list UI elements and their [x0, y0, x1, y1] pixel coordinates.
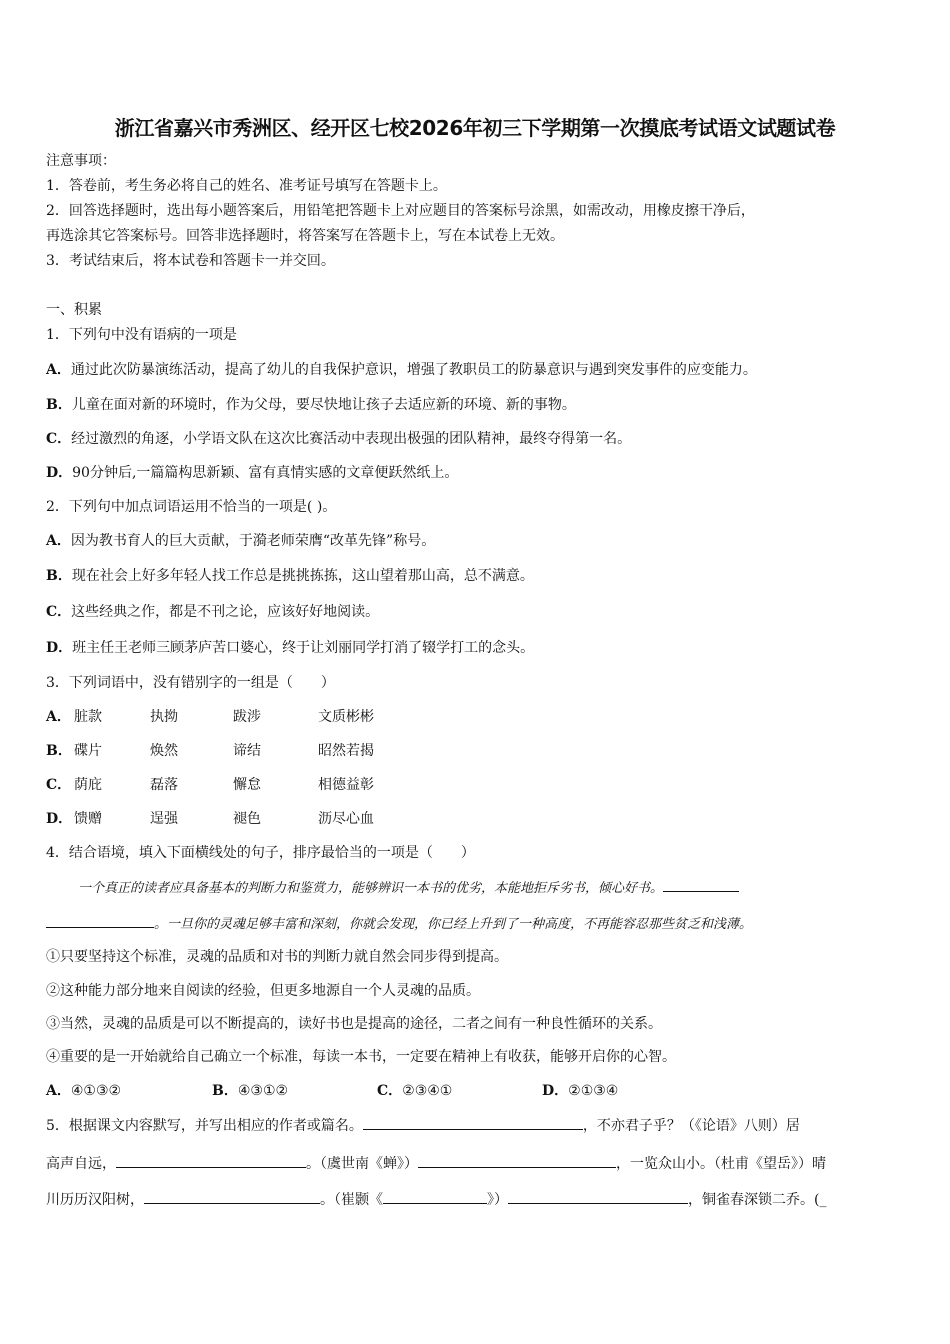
question-2-stem: 2．下列句中加点词语运用不恰当的一项是( )。: [46, 499, 337, 515]
q5-text: ，不亦君子乎？（《论语》八则）居: [582, 1118, 800, 1134]
q4-passage: [78, 877, 739, 899]
option-label: A．: [46, 1083, 71, 1099]
q3-row-label: C．: [46, 777, 72, 793]
q3-word: 文质彬彬: [318, 709, 374, 725]
q3-word: 焕然: [150, 743, 178, 759]
q4-option-c: [377, 1081, 452, 1101]
q1-option-a: [46, 360, 757, 380]
notice-item: 3．考试结束后，将本试卷和答题卡一并交回。: [46, 253, 335, 269]
question-4-stem: 4．结合语境，填入下面横线处的句子，排序最恰当的一项是（ ）: [46, 845, 475, 861]
q3-word: 相德益彰: [318, 777, 374, 793]
option-text: ④①③②: [70, 1083, 122, 1099]
option-label: B．: [212, 1083, 238, 1099]
q3-word: 昭然若揭: [318, 743, 374, 759]
q3-word: 执拗: [150, 709, 178, 725]
option-label: A．: [46, 533, 71, 549]
q3-word: 谛结: [233, 743, 261, 759]
question-3-stem: 3．下列词语中，没有错别字的一组是（ ）: [46, 675, 335, 691]
option-text: 这些经典之作，都是不刊之论，应该好好地阅读。: [71, 604, 380, 620]
q4-option-d: [542, 1081, 618, 1101]
option-text: 儿童在面对新的环境时，作为父母，要尽快地让孩子去适应新的环境、新的事物。: [71, 397, 576, 413]
answer-blank[interactable]: [508, 1189, 688, 1204]
q2-option-d: [46, 638, 534, 658]
q4-option-b: [212, 1081, 288, 1101]
option-text: 90分钟后,一篇篇构思新颖、富有真情实感的文章便跃然纸上。: [72, 465, 459, 481]
option-text: ④③①②: [237, 1083, 289, 1099]
notice-item: 再选涂其它答案标号。回答非选择题时，将答案写在答题卡上，写在本试卷上无效。: [46, 228, 564, 244]
q3-word: 馈赠: [74, 811, 102, 827]
option-text: 通过此次防暴演练活动，提高了幼儿的自我保护意识，增强了教职员工的防暴意识与遇到突发事件的应变能力。: [70, 362, 757, 378]
question-5-line: [46, 1115, 800, 1136]
q4-sentence: ④重要的是一开始就给自己确立一个标准，每读一本书，一定要在精神上有收获，能够开启你的心智。: [46, 1049, 676, 1065]
notice-item: 2．回答选择题时，选出每小题答案后，用铅笔把答题卡上对应题目的答案标号涂黑，如需改动，用橡皮擦干净后，: [46, 203, 755, 219]
q3-row-label: A．: [46, 709, 71, 725]
q4-sentence: ①只要坚持这个标准，灵魂的品质和对书的判断力就自然会同步得到提高。: [46, 949, 508, 965]
q5-text: 川历历汉阳树，: [46, 1192, 144, 1208]
q3-row-label: D．: [46, 811, 73, 827]
answer-blank[interactable]: [383, 1189, 487, 1204]
section-heading: 一、积累: [46, 302, 102, 318]
q5-text: ，一览众山小。（杜甫《望岳》）晴: [616, 1156, 826, 1172]
q5-text: _: [819, 1192, 827, 1208]
answer-blank[interactable]: [663, 877, 739, 892]
notice-heading: 注意事项：: [46, 153, 116, 169]
q3-word: 磊落: [150, 777, 178, 793]
q3-word: 跋涉: [233, 709, 261, 725]
option-text: 因为教书育人的巨大贡献，于漪老师荣膺“改革先锋”称号。: [70, 533, 436, 549]
option-label: C．: [377, 1083, 403, 1099]
q5-text: ，铜雀春深锁二乔。(: [688, 1192, 820, 1208]
q3-row-label: B．: [46, 743, 72, 759]
question-5-line: [46, 1189, 826, 1210]
notice-item: 1．答卷前，考生务必将自己的姓名、准考证号填写在答题卡上。: [46, 178, 447, 194]
option-label: B．: [46, 568, 72, 584]
q3-word: 荫庇: [74, 777, 102, 793]
q2-option-b: [46, 566, 534, 586]
option-label: D．: [46, 465, 73, 481]
question-5-line: [46, 1153, 826, 1174]
option-label: B．: [46, 397, 72, 413]
page-title: 浙江省嘉兴市秀洲区、经开区七校2026年初三下学期第一次摸底考试语文试题试卷: [114, 116, 836, 140]
q4-option-a: [46, 1081, 121, 1101]
q5-text: 。（崔颢《: [320, 1192, 383, 1208]
option-text: 班主任王老师三顾茅庐苦口婆心，终于让刘丽同学打消了辍学打工的念头。: [72, 640, 535, 656]
question-1-stem: 1．下列句中没有语病的一项是: [46, 327, 237, 343]
q5-text: 高声自远，: [46, 1156, 116, 1172]
option-label: D．: [46, 640, 73, 656]
passage-text: 一个真正的读者应具备基本的判断力和鉴赏力，能够辨识一本书的优劣，本能地拒斥劣书，倾心好书。: [78, 881, 664, 896]
option-text: ②①③④: [568, 1083, 619, 1099]
option-text: 现在社会上好多年轻人找工作总是挑挑拣拣，这山望着那山高，总不满意。: [71, 568, 534, 584]
q3-word: 逞强: [150, 811, 178, 827]
q4-passage: [46, 913, 752, 935]
q3-word: 懈怠: [233, 777, 261, 793]
q3-word: 脏款: [74, 709, 102, 725]
answer-blank[interactable]: [363, 1115, 583, 1130]
option-text: ②③④①: [402, 1083, 453, 1099]
q5-text: 》）: [487, 1192, 508, 1208]
answer-blank[interactable]: [418, 1153, 616, 1168]
q4-sentence: ②这种能力部分地来自阅读的经验，但更多地源自一个人灵魂的品质。: [46, 983, 480, 999]
q4-sentence: ③当然，灵魂的品质是可以不断提高的，读好书也是提高的途径，二者之间有一种良性循环的关系。: [46, 1016, 662, 1032]
q3-word: 碟片: [74, 743, 102, 759]
answer-blank[interactable]: [144, 1189, 320, 1204]
q3-word: 沥尽心血: [318, 811, 374, 827]
q1-option-c: [46, 429, 631, 449]
answer-blank[interactable]: [116, 1153, 306, 1168]
q3-word: 褪色: [233, 811, 261, 827]
passage-text: 。一旦你的灵魂足够丰富和深刻，你就会发现，你已经上升到了一种高度，不再能容忍那些贫乏和浅薄。: [154, 917, 753, 932]
answer-blank[interactable]: [46, 913, 154, 928]
q2-option-a: [46, 531, 435, 551]
q1-option-b: [46, 395, 576, 415]
option-label: C．: [46, 431, 72, 447]
option-label: C．: [46, 604, 72, 620]
q5-text: 。（虞世南《蝉》）: [306, 1156, 418, 1172]
question-5-stem: 5．根据课文内容默写，并写出相应的作者或篇名。: [46, 1118, 363, 1134]
q2-option-c: [46, 602, 379, 622]
option-label: D．: [542, 1083, 569, 1099]
option-text: 经过激烈的角逐，小学语文队在这次比赛活动中表现出极强的团队精神，最终夺得第一名。: [71, 431, 632, 447]
option-label: A．: [46, 362, 71, 378]
q1-option-d: [46, 463, 458, 483]
